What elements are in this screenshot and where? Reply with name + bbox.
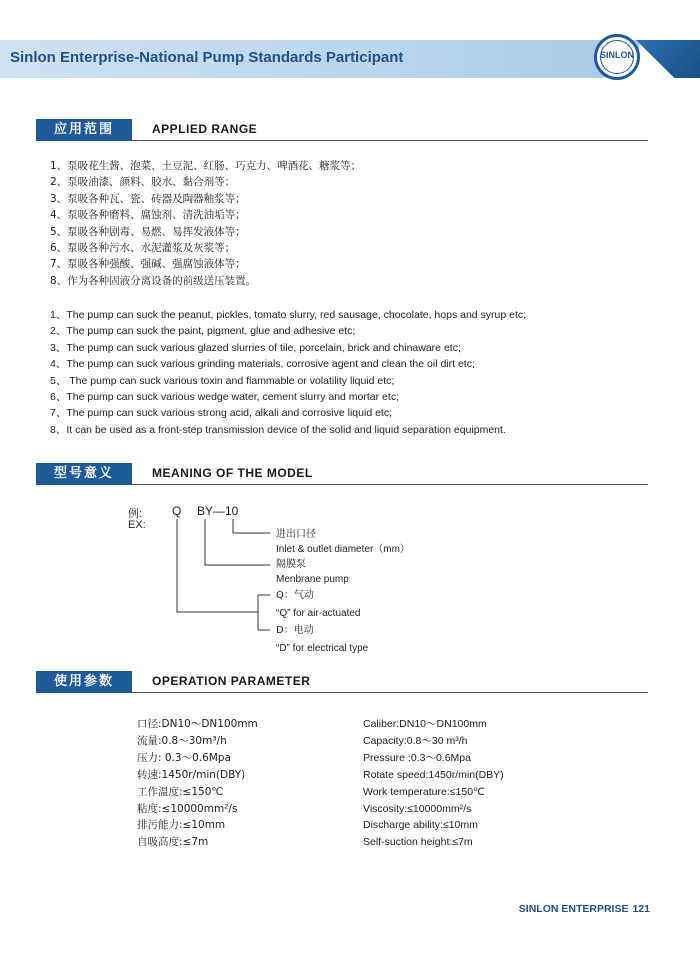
list-item: 5、泵吸各种剧毒、易燃、易挥发液体等；: [50, 225, 246, 238]
list-item: 3、泵吸各种瓦、瓷、砖器及陶器釉浆等；: [50, 192, 246, 205]
model-example-en: EX:: [128, 519, 146, 531]
logo-wing-decoration: [636, 40, 700, 78]
ann-q-cn: Q：气动: [276, 590, 314, 601]
param-item: 压力: 0.3～0.6Mpa: [137, 751, 231, 764]
header-title: Sinlon Enterprise-National Pump Standards Participant: [10, 49, 404, 66]
applied-range-list-cn: [50, 158, 361, 289]
ann-size-cn: 进出口径: [276, 529, 316, 540]
applied-range-list-en: [50, 307, 526, 438]
list-item: 1、The pump can suck the peanut, pickles, tomato slurry, red sausage, chocolate, hops and syrup etc;: [50, 309, 527, 321]
param-item: 自吸高度:≤7m: [137, 836, 209, 849]
model-code-by: BY—10: [197, 504, 239, 518]
section-rule: [132, 692, 648, 693]
model-heading-en: MEANING OF THE MODEL: [152, 466, 313, 480]
page-header: [0, 40, 700, 78]
param-item: Viscosity:≤10000mm²/s: [363, 802, 472, 815]
ann-d-cn: D：电动: [276, 625, 314, 636]
ann-d-en: “D” for electrical type: [276, 643, 369, 654]
list-item: 4、The pump can suck various grinding materials, corrosive agent and clean the oil dirt etc;: [50, 358, 475, 371]
param-item: Self-suction height:≤7m: [363, 836, 473, 849]
param-item: Caliber:DN10～DN100mm: [363, 718, 487, 730]
applied-range-heading-en: APPLIED RANGE: [152, 122, 258, 136]
page-number: 121: [632, 903, 650, 915]
operation-heading-en: OPERATION PARAMETER: [152, 674, 311, 688]
model-example-cn: 例:: [128, 508, 143, 520]
sinlon-logo: [594, 34, 640, 80]
list-item: 2、泵吸油漆、颜料、胶水、黏合剂等；: [50, 176, 236, 189]
ann-membrane-cn: 隔膜泵: [276, 559, 306, 570]
applied-range-heading-cn: 应用范围: [36, 119, 132, 141]
list-item: 3、The pump can suck various glazed slurries of tile, porcelain, brick and chinaware etc;: [50, 341, 461, 354]
section-rule: [132, 140, 648, 141]
param-item: Capacity:0.8～30 m³/h: [363, 734, 468, 747]
operation-params-en: [363, 716, 504, 851]
param-item: 转速:1450r/min(DBY): [137, 768, 246, 781]
logo-text: SINLON: [599, 50, 634, 60]
list-item: 5、 The pump can suck various toxin and flammable or volatility liquid etc;: [50, 374, 395, 387]
model-heading-cn: 型号意义: [36, 463, 132, 485]
param-item: Discharge ability:≤10mm: [363, 819, 478, 832]
operation-params-cn: [137, 716, 258, 851]
param-item: Rotate speed:1450r/min(DBY): [363, 768, 504, 781]
list-item: 8、It can be used as a front-step transmission device of the solid and liquid separation equipment.: [50, 423, 506, 436]
page-footer: [519, 903, 650, 915]
model-code-q: Q: [172, 504, 182, 518]
list-item: 7、The pump can suck various strong acid, alkali and corrosive liquid etc;: [50, 407, 392, 420]
list-item: 6、The pump can suck various wedge water, cement slurry and mortar etc;: [50, 391, 399, 404]
list-item: 4、泵吸各种磨料、腐蚀剂、清洗油垢等；: [50, 209, 246, 222]
ann-membrane-en: Menbrane pump: [276, 574, 349, 585]
list-item: 6、泵吸各种污水、水泥灌浆及灰浆等；: [50, 242, 236, 255]
ann-size-en: Inlet & outlet diameter（mm）: [276, 544, 410, 555]
list-item: 7、泵吸各种强酸、强碱、强腐蚀液体等；: [50, 258, 246, 271]
param-item: Pressure :0.3～0.6Mpa: [363, 751, 471, 764]
list-item: 2、The pump can suck the paint, pigment, glue and adhesive etc;: [50, 325, 356, 338]
param-item: 粘度:≤10000mm²/s: [137, 802, 238, 815]
param-item: 口径:DN10～DN100mm: [137, 718, 258, 730]
operation-heading-cn: 使用参数: [36, 671, 132, 693]
ann-q-en: “Q” for air-actuated: [276, 608, 361, 619]
model-heading: [36, 463, 648, 485]
operation-heading: [36, 671, 648, 693]
list-item: 8、作为各种固液分离设备的前级送压装置。: [50, 274, 257, 287]
param-item: Work temperature:≤150℃: [363, 785, 485, 798]
list-item: 1、泵吸花生酱、泡菜、土豆泥、红肠、巧克力、啤酒花、糖浆等；: [50, 160, 362, 172]
param-item: 工作温度:≤150℃: [137, 785, 224, 798]
section-rule: [132, 484, 648, 485]
param-item: 流量:0.8～30m³/h: [137, 734, 227, 747]
footer-company: SINLON ENTERPRISE: [518, 903, 629, 915]
param-item: 排污能力:≤10mm: [137, 819, 226, 832]
applied-range-heading: [36, 119, 648, 141]
